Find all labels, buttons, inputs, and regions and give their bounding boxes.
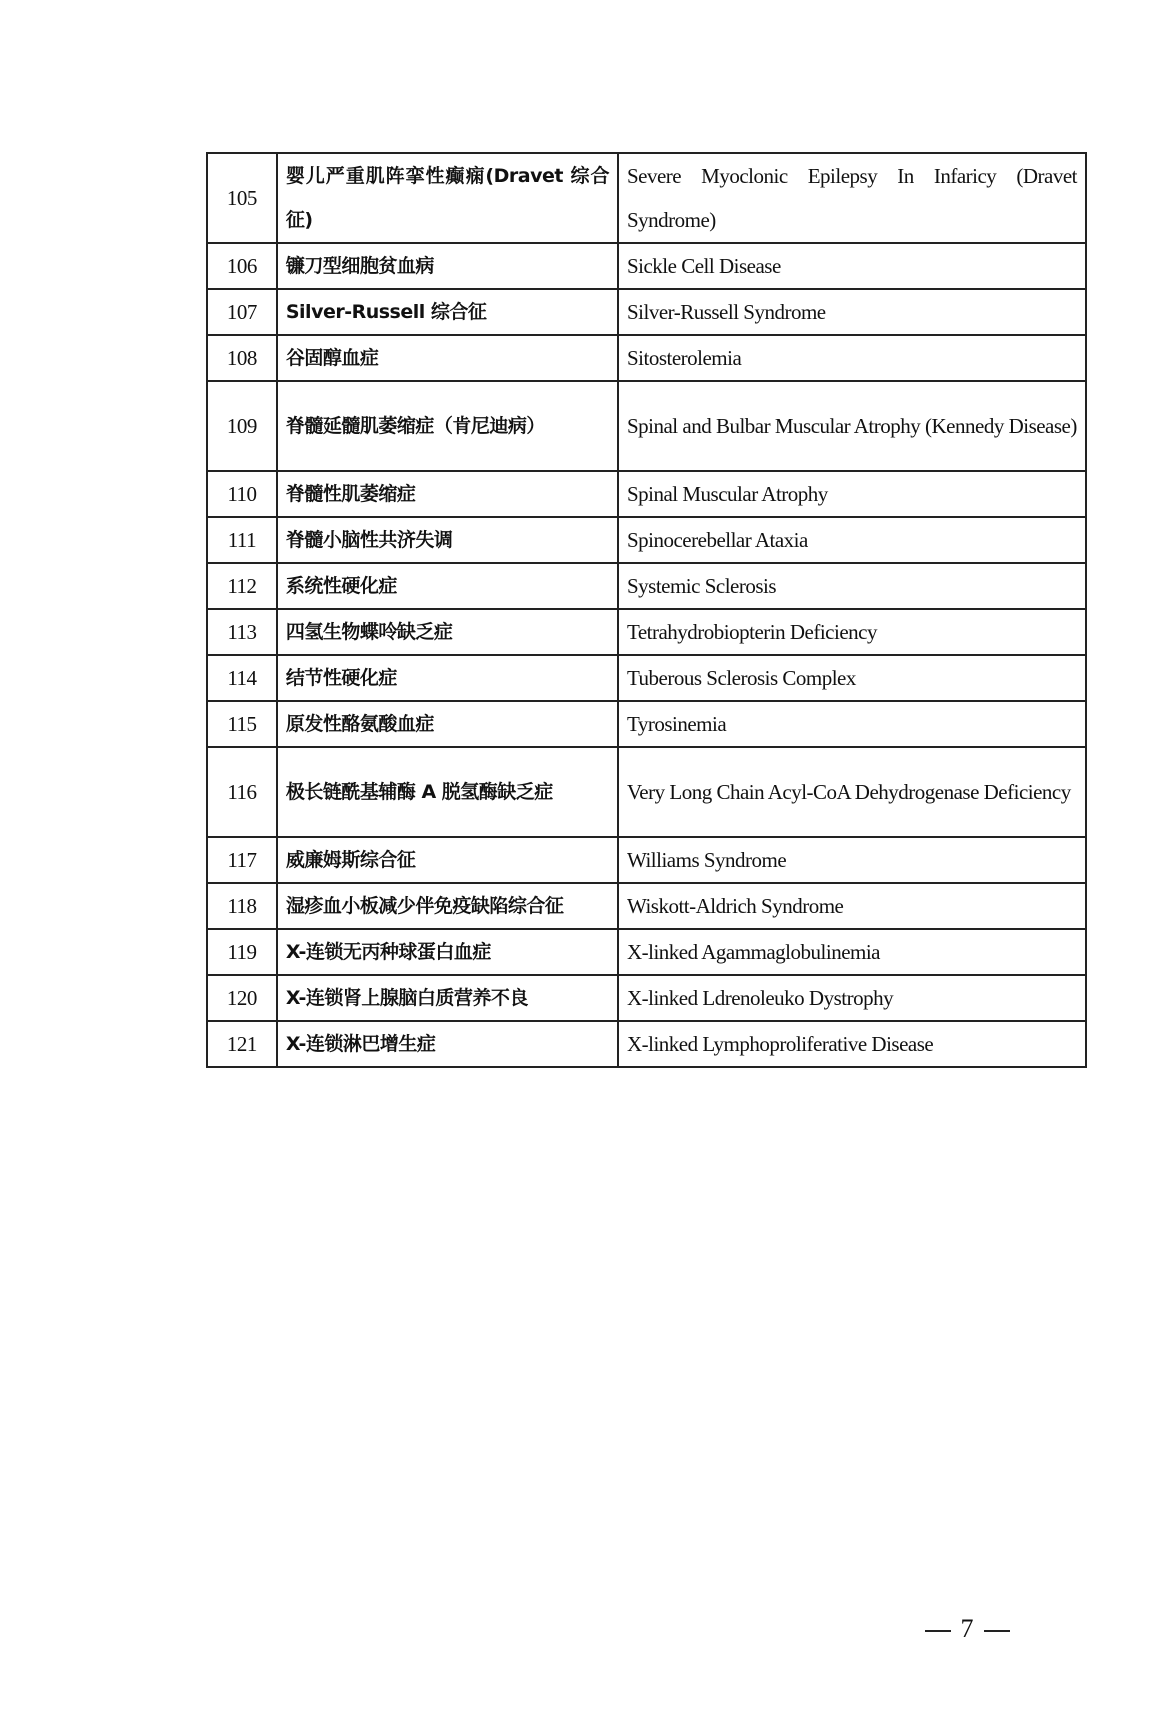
row-number: 114: [207, 655, 277, 701]
row-number: 107: [207, 289, 277, 335]
page-number: 7: [960, 1614, 974, 1643]
table-body: [207, 153, 1086, 1067]
row-number: 112: [207, 563, 277, 609]
english-name: X-linked Ldrenoleuko Dystrophy: [618, 975, 1086, 1021]
chinese-name: 四氢生物蝶呤缺乏症: [277, 609, 618, 655]
english-name: Spinal and Bulbar Muscular Atrophy (Kennedy Disease): [618, 381, 1086, 471]
english-name: Very Long Chain Acyl-CoA Dehydrogenase Deficiency: [618, 747, 1086, 837]
table-row: [207, 517, 1086, 563]
row-number: 109: [207, 381, 277, 471]
chinese-name: 湿疹血小板减少伴免疫缺陷综合征: [277, 883, 618, 929]
page-number-footer: [0, 1614, 1174, 1644]
english-name: Tetrahydrobiopterin Deficiency: [618, 609, 1086, 655]
table-row: [207, 471, 1086, 517]
chinese-name: 脊髓延髓肌萎缩症（肯尼迪病）: [277, 381, 618, 471]
english-name: X-linked Agammaglobulinemia: [618, 929, 1086, 975]
table-row: [207, 153, 1086, 243]
table-row: [207, 609, 1086, 655]
row-number: 121: [207, 1021, 277, 1067]
rare-disease-table: [206, 152, 1087, 1068]
english-name: Silver-Russell Syndrome: [618, 289, 1086, 335]
chinese-name: 威廉姆斯综合征: [277, 837, 618, 883]
english-name: Sickle Cell Disease: [618, 243, 1086, 289]
row-number: 108: [207, 335, 277, 381]
chinese-name: 谷固醇血症: [277, 335, 618, 381]
chinese-name: 婴儿严重肌阵挛性癫痫(Dravet 综合征): [277, 153, 618, 243]
row-number: 116: [207, 747, 277, 837]
english-name: Tuberous Sclerosis Complex: [618, 655, 1086, 701]
row-number: 118: [207, 883, 277, 929]
row-number: 120: [207, 975, 277, 1021]
chinese-name: 结节性硬化症: [277, 655, 618, 701]
english-name: Systemic Sclerosis: [618, 563, 1086, 609]
table-row: [207, 929, 1086, 975]
english-name: Williams Syndrome: [618, 837, 1086, 883]
chinese-name: X-连锁无丙种球蛋白血症: [277, 929, 618, 975]
table-row: [207, 883, 1086, 929]
chinese-name: 极长链酰基辅酶 A 脱氢酶缺乏症: [277, 747, 618, 837]
chinese-name: Silver-Russell 综合征: [277, 289, 618, 335]
row-number: 119: [207, 929, 277, 975]
row-number: 105: [207, 153, 277, 243]
row-number: 117: [207, 837, 277, 883]
dash-left: [925, 1630, 951, 1632]
chinese-name: 镰刀型细胞贫血病: [277, 243, 618, 289]
table-row: [207, 243, 1086, 289]
chinese-name: X-连锁肾上腺脑白质营养不良: [277, 975, 618, 1021]
table-row: [207, 289, 1086, 335]
table-row: [207, 701, 1086, 747]
english-name: Spinocerebellar Ataxia: [618, 517, 1086, 563]
english-name: Severe Myoclonic Epilepsy In Infaricy (Dravet Syndrome): [618, 153, 1086, 243]
table-row: [207, 381, 1086, 471]
english-name: Sitosterolemia: [618, 335, 1086, 381]
table-row: [207, 563, 1086, 609]
row-number: 111: [207, 517, 277, 563]
table-row: [207, 975, 1086, 1021]
chinese-name: 脊髓性肌萎缩症: [277, 471, 618, 517]
dash-right: [984, 1630, 1010, 1632]
table-row: [207, 747, 1086, 837]
chinese-name: 系统性硬化症: [277, 563, 618, 609]
english-name: Wiskott-Aldrich Syndrome: [618, 883, 1086, 929]
chinese-name: 脊髓小脑性共济失调: [277, 517, 618, 563]
row-number: 113: [207, 609, 277, 655]
table-row: [207, 335, 1086, 381]
table-row: [207, 655, 1086, 701]
row-number: 106: [207, 243, 277, 289]
english-name: X-linked Lymphoproliferative Disease: [618, 1021, 1086, 1067]
english-name: Tyrosinemia: [618, 701, 1086, 747]
english-name: Spinal Muscular Atrophy: [618, 471, 1086, 517]
table-row: [207, 837, 1086, 883]
chinese-name: 原发性酪氨酸血症: [277, 701, 618, 747]
table-row: [207, 1021, 1086, 1067]
row-number: 115: [207, 701, 277, 747]
chinese-name: X-连锁淋巴增生症: [277, 1021, 618, 1067]
row-number: 110: [207, 471, 277, 517]
